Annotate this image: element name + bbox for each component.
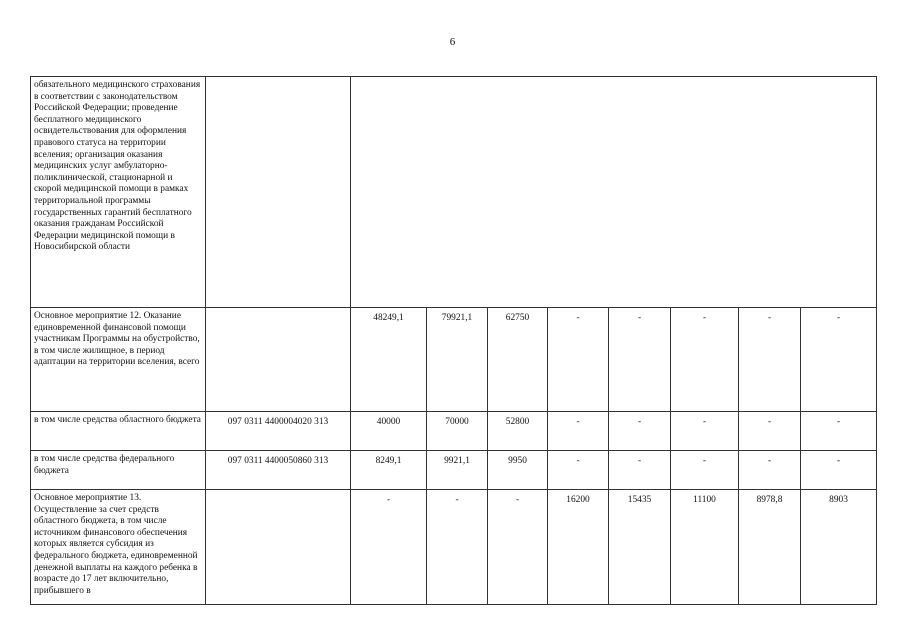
value-cell: 8249,1 [351,451,427,490]
value-cell: - [671,308,739,412]
value-cell: - [609,451,671,490]
value-cell: - [488,490,548,605]
row-code [206,308,351,412]
value-cell: - [739,308,801,412]
value-cell: - [801,308,877,412]
row-description: в том числе средства областного бюджета [31,412,206,451]
merged-values-cell [351,77,877,308]
value-cell: 48249,1 [351,308,427,412]
table-row [31,308,877,412]
value-cell: 15435 [609,490,671,605]
table-row [31,77,877,308]
page-number: 6 [449,36,456,48]
row-description: Основное мероприятие 13. Осуществление за счет средств областного бюджета, в том числе источником финансового обеспечения которых является субсидия из федерального бюджета, единовременной денежной выплаты на каждого ребенка в возрасте до 17 лет включительно, прибывшего в [31,490,206,605]
value-cell: - [548,308,609,412]
row-code [206,77,351,308]
value-cell: 8903 [801,490,877,605]
value-cell: - [548,451,609,490]
value-cell: - [671,451,739,490]
value-cell: - [427,490,488,605]
value-cell: - [671,412,739,451]
budget-table [30,76,877,605]
row-description: Основное мероприятие 12. Оказание единовременной финансовой помощи участникам Программы на обустройство, в том числе жилищное, в период адаптации на территории вселения, всего [31,308,206,412]
value-cell: 79921,1 [427,308,488,412]
value-cell: 40000 [351,412,427,451]
value-cell: - [609,308,671,412]
value-cell: - [351,490,427,605]
row-code [206,490,351,605]
value-cell: - [801,412,877,451]
table-row [31,412,877,451]
value-cell: 9950 [488,451,548,490]
value-cell: - [739,412,801,451]
row-description: обязательного медицинского страхования в соответствии с законодательством Российской Федерации; проведение бесплатного медицинского освидетельствования для оформления правового статуса на территории вселения; организация оказания медицинских услуг амбулаторно-поликлинической, стационарной и скорой медицинской помощи в рамках территориальной программы государственных гарантий бесплатного оказания гражданам Российской Федерации медицинской помощи в Новосибирской области [31,77,206,308]
row-code: 097 0311 4400004020 313 [206,412,351,451]
value-cell: 16200 [548,490,609,605]
value-cell: 70000 [427,412,488,451]
value-cell: - [739,451,801,490]
table-row [31,490,877,605]
table-row [31,451,877,490]
row-description: в том числе средства федерального бюджета [31,451,206,490]
value-cell: 11100 [671,490,739,605]
value-cell: 62750 [488,308,548,412]
value-cell: - [548,412,609,451]
value-cell: 9921,1 [427,451,488,490]
value-cell: - [609,412,671,451]
row-code: 097 0311 4400050860 313 [206,451,351,490]
value-cell: 8978,8 [739,490,801,605]
value-cell: 52800 [488,412,548,451]
value-cell: - [801,451,877,490]
